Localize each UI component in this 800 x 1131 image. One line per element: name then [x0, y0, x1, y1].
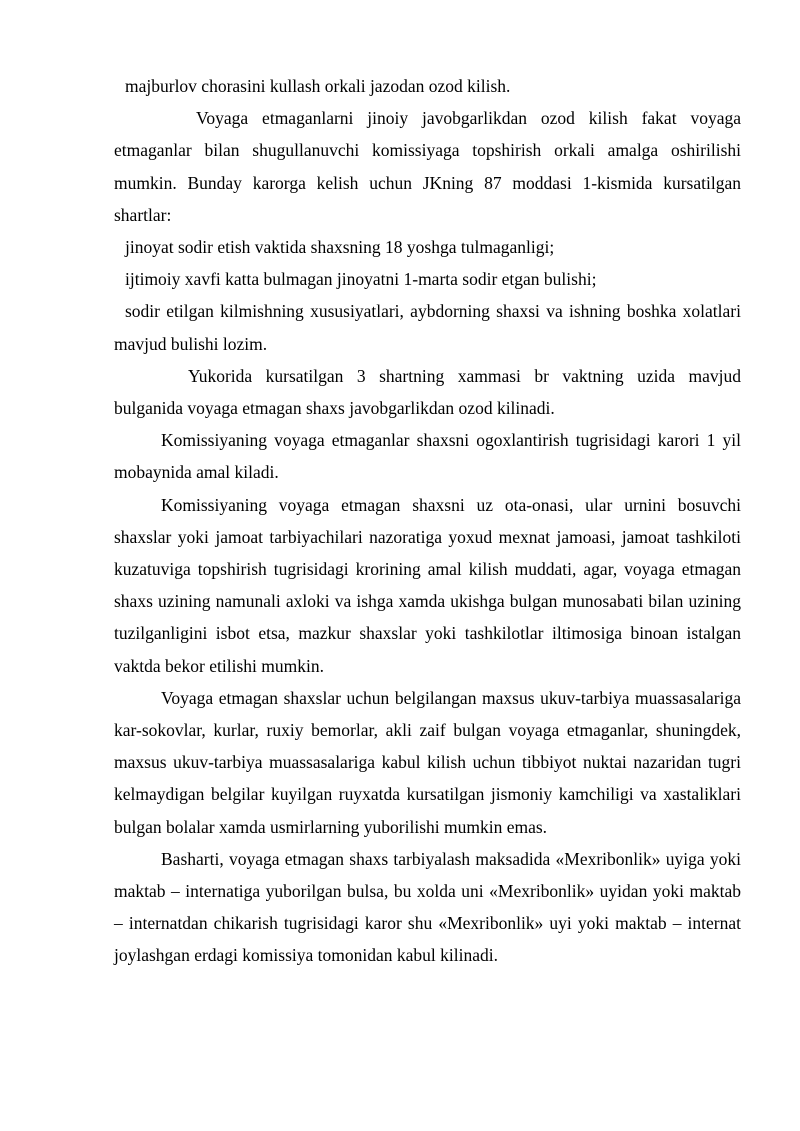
paragraph-special-institutions: Voyaga etmagan shaxslar uchun belgilangan maxsus ukuv-tarbiya muassasalariga kar-sokovlar, kurlar, ruxiy bemorlar, akli zaif bulgan voyaga etmaganlar, shuningdek, maxsus ukuv-tarbiya muassasalariga kabul kilish uchun tibbiyot nuktai nazaridan tugri kelmaydigan belgilar kuyilgan ruyxatda kursatilgan jismoniy kamchiligi va xastaliklari bulgan bolalar xamda usmirlarning yuborilishi mumkin emas. [114, 687, 741, 837]
paragraph-release-conditions: Voyaga etmaganlarni jinoiy javobgarlikdan ozod kilish fakat voyaga etmaganlar bilan shugullanuvchi komissiyaga topshirish orkali amalga oshirilishi mumkin. Bunday karorga kelish uchun JKning 87 moddasi 1-kismida kursatilgan shartlar: [114, 108, 741, 225]
paragraph-warning-decision: Komissiyaning voyaga etmaganlar shaxsni ogoxlantirish tugrisidagi karori 1 yil mobaynida amal kiladi. [114, 430, 741, 483]
condition-item-first-offense: ijtimoiy xavfi katta bulmagan jinoyatni 1-marta sodir etgan bulishi; [125, 269, 597, 290]
paragraph-supervision-term: Komissiyaning voyaga etmagan shaxsni uz ota-onasi, ular urnini bosuvchi shaxslar yoki jamoat tarbiyachilari nazoratiga yoxud mexnat jamoasi, jamoat tashkiloti kuzatuviga topshirish tugrisidagi krorining amal kilish muddati, agar, voyaga etmagan shaxs uzining namunali axloki va ishga xamda ukishga bulgan munosabati bilan uzining tuzilganligini isbot etsa, mazkur shaxslar yoki tashkilotlar iltimosiga binoan istalgan vaktda bekor etilishi mumkin. [114, 494, 741, 676]
condition-item-age: jinoyat sodir etish vaktida shaxsning 18 yoshga tulmaganligi; [125, 237, 555, 258]
paragraph-orphanage-decision: Basharti, voyaga etmagan shaxs tarbiyalash maksadida «Mexribonlik» uyiga yoki maktab – internatiga yuborilgan bulsa, bu xolda uni «Mexribonlik» uyidan yoki maktab – internatdan chikarish tugrisidagi karor shu «Mexribonlik» uyi yoki maktab – internat joylashgan erdagi komissiya tomonidan kabul kilinadi. [114, 848, 741, 966]
paragraph-all-conditions: Yukorida kursatilgan 3 shartning xammasi br vaktning uzida mavjud bulganida voyaga etmagan shaxs javobgarlikdan ozod kilinadi. [114, 365, 741, 419]
document-body [114, 70, 741, 972]
condition-item-circumstances: sodir etilgan kilmishning xususiyatlari, aybdorning shaxsi va ishning boshka xolatlari mavjud bulishi lozim. [114, 301, 741, 354]
paragraph-continuation: majburlov chorasini kullash orkali jazodan ozod kilish. [125, 76, 511, 96]
